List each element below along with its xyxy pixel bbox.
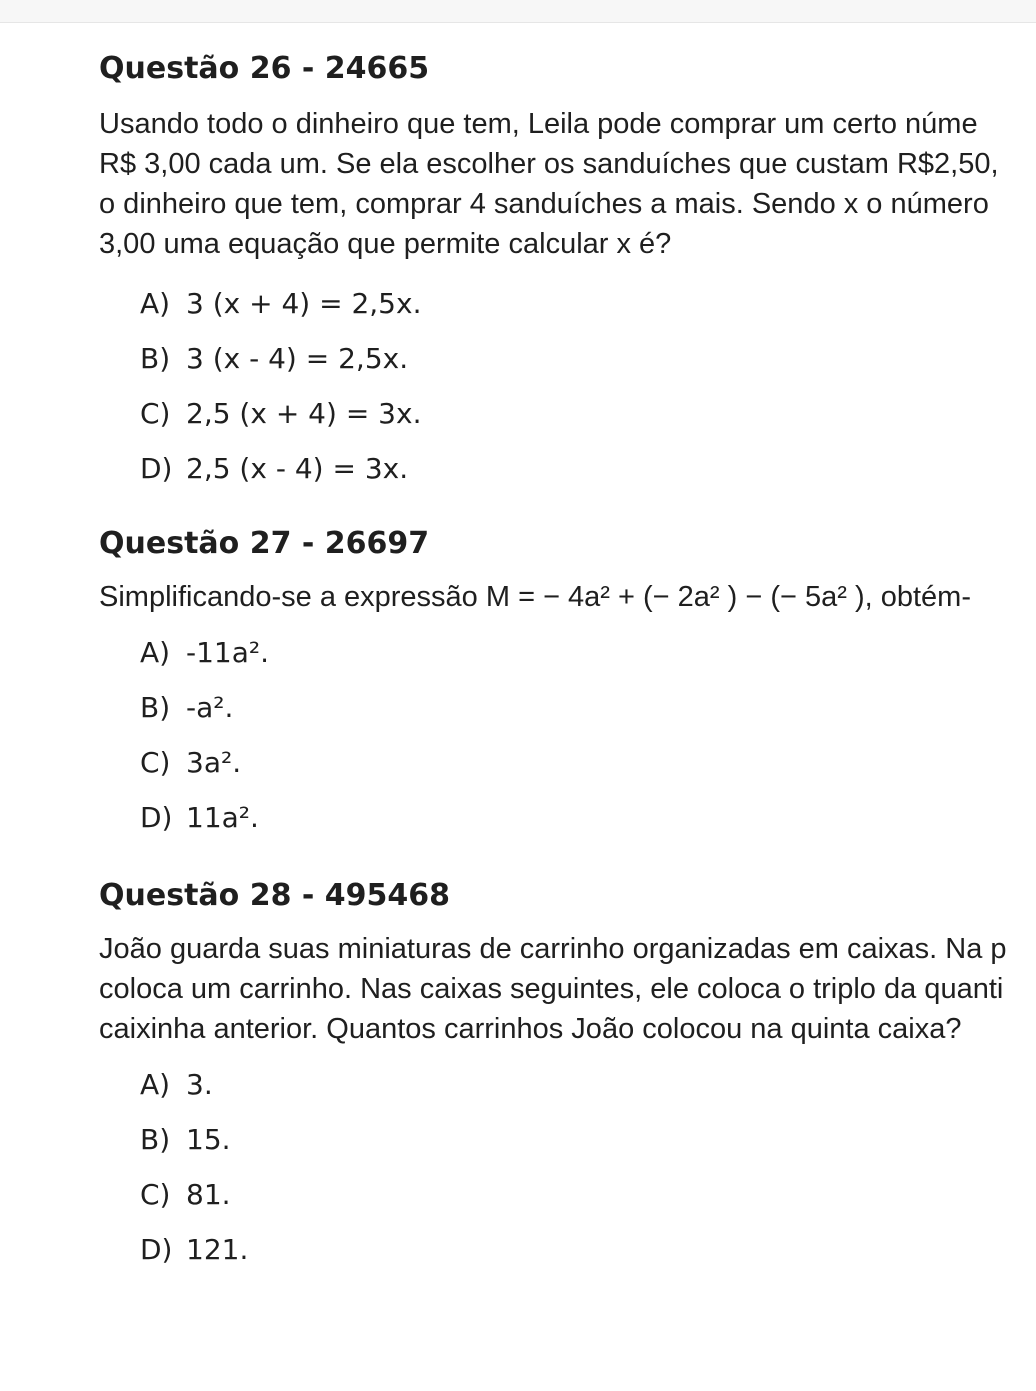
question-title: Questão 27 - 26697 (99, 526, 430, 561)
option-text: -a². (186, 691, 234, 724)
option-b[interactable] (140, 331, 999, 386)
answer-options (140, 1057, 1007, 1277)
option-a[interactable] (140, 625, 971, 680)
option-text: 15. (186, 1123, 231, 1156)
option-a[interactable] (140, 276, 999, 331)
statement-line: coloca um carrinho. Nas caixas seguintes, ele coloca o triplo da quanti (99, 973, 1004, 1005)
statement-line: João guarda suas miniaturas de carrinho organizadas em caixas. Na p (99, 933, 1007, 965)
option-text: -11a². (186, 636, 270, 669)
option-d[interactable] (140, 1222, 1007, 1277)
statement-line: R$ 3,00 cada um. Se ela escolher os sanduíches que custam R$2,50, (99, 148, 999, 180)
option-text: 11a². (186, 801, 259, 834)
top-bar (0, 0, 1036, 23)
option-letter: B) (140, 1123, 171, 1156)
statement-line: Usando todo o dinheiro que tem, Leila pode comprar um certo núme (99, 108, 978, 140)
option-text: 2,5 (x + 4) = 3x. (186, 397, 422, 430)
question-27 (99, 525, 971, 845)
option-letter: C) (140, 397, 171, 430)
question-statement (99, 577, 971, 617)
option-letter: C) (140, 746, 171, 779)
question-26 (99, 50, 999, 496)
option-text: 3 (x + 4) = 2,5x. (186, 287, 422, 320)
option-text: 3. (186, 1068, 213, 1101)
option-text: 2,5 (x - 4) = 3x. (186, 452, 409, 485)
option-text: 81. (186, 1178, 231, 1211)
statement-line: 3,00 uma equação que permite calcular x é? (99, 228, 672, 260)
option-b[interactable] (140, 1112, 1007, 1167)
option-letter: B) (140, 342, 171, 375)
option-letter: A) (140, 287, 171, 320)
option-letter: A) (140, 1068, 171, 1101)
option-text: 3 (x - 4) = 2,5x. (186, 342, 409, 375)
option-letter: D) (140, 1233, 173, 1266)
statement-line: Simplificando-se a expressão M = − 4a² + (− 2a² ) − (− 5a² ), obtém- (99, 581, 971, 613)
question-28 (99, 877, 1007, 1277)
option-letter: A) (140, 636, 171, 669)
option-b[interactable] (140, 680, 971, 735)
question-statement (99, 104, 999, 264)
option-d[interactable] (140, 441, 999, 496)
answer-options (140, 625, 971, 845)
option-text: 3a². (186, 746, 242, 779)
option-d[interactable] (140, 790, 971, 845)
option-letter: C) (140, 1178, 171, 1211)
option-letter: D) (140, 801, 173, 834)
option-c[interactable] (140, 1167, 1007, 1222)
option-letter: D) (140, 452, 173, 485)
option-letter: B) (140, 691, 171, 724)
answer-options (140, 276, 999, 496)
statement-line: o dinheiro que tem, comprar 4 sanduíches a mais. Sendo x o número (99, 188, 989, 220)
question-title: Questão 26 - 24665 (99, 51, 430, 86)
option-text: 121. (186, 1233, 249, 1266)
question-title: Questão 28 - 495468 (99, 878, 451, 913)
option-c[interactable] (140, 735, 971, 790)
statement-line: caixinha anterior. Quantos carrinhos João colocou na quinta caixa? (99, 1013, 962, 1045)
option-a[interactable] (140, 1057, 1007, 1112)
option-c[interactable] (140, 386, 999, 441)
question-statement (99, 929, 1007, 1049)
